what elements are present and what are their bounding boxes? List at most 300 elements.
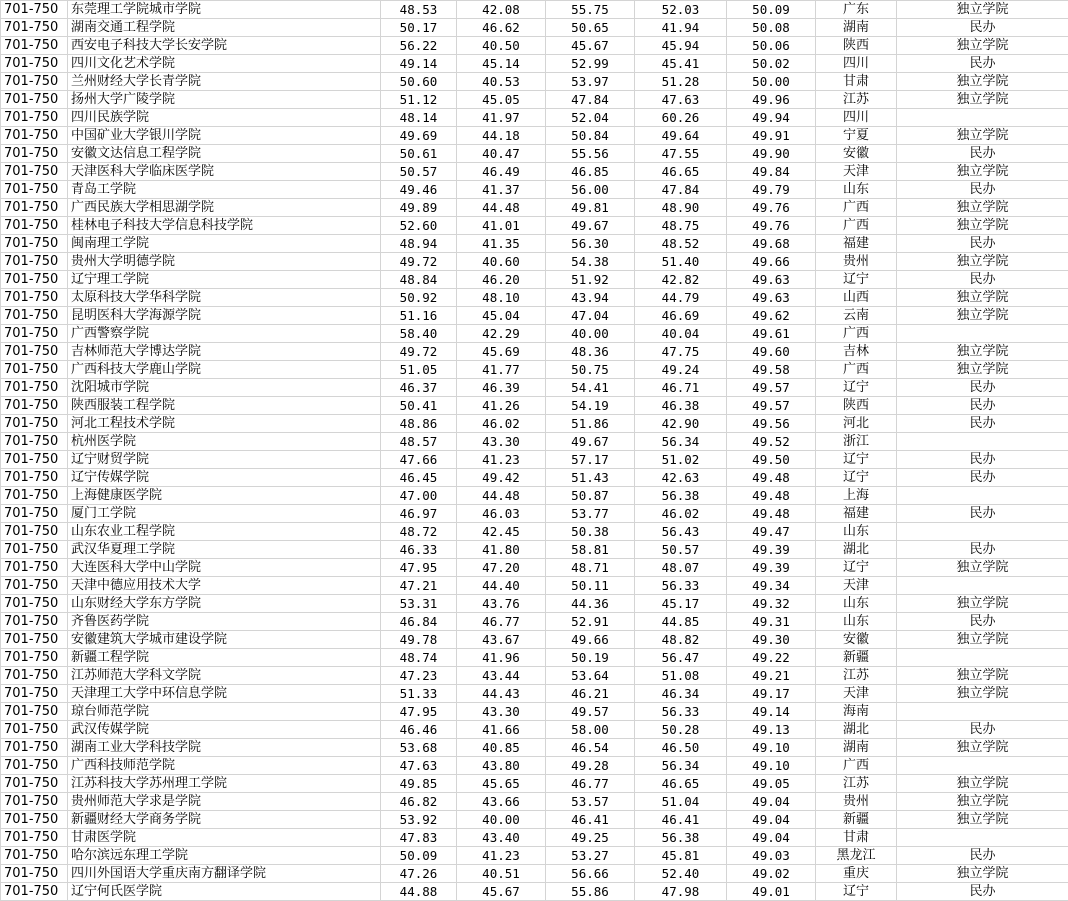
school-type-cell[interactable]: 民办: [897, 55, 1068, 73]
score-3-cell[interactable]: 53.97: [546, 73, 635, 91]
score-3-cell[interactable]: 47.04: [546, 307, 635, 325]
total-score-cell[interactable]: 50.08: [727, 19, 816, 37]
score-4-cell[interactable]: 48.07: [635, 559, 727, 577]
school-type-cell[interactable]: [897, 433, 1068, 451]
score-3-cell[interactable]: 49.28: [546, 757, 635, 775]
score-2-cell[interactable]: 41.35: [457, 235, 546, 253]
school-type-cell[interactable]: 民办: [897, 235, 1068, 253]
school-type-cell[interactable]: [897, 325, 1068, 343]
province-cell[interactable]: 湖南: [816, 739, 897, 757]
school-type-cell[interactable]: 民办: [897, 451, 1068, 469]
school-name-cell[interactable]: 闽南理工学院: [68, 235, 381, 253]
score-4-cell[interactable]: 42.63: [635, 469, 727, 487]
score-2-cell[interactable]: 41.23: [457, 451, 546, 469]
school-name-cell[interactable]: 辽宁财贸学院: [68, 451, 381, 469]
rank-cell[interactable]: 701-750: [1, 55, 68, 73]
score-3-cell[interactable]: 54.41: [546, 379, 635, 397]
total-score-cell[interactable]: 49.47: [727, 523, 816, 541]
score-4-cell[interactable]: 56.33: [635, 703, 727, 721]
rank-cell[interactable]: 701-750: [1, 865, 68, 883]
province-cell[interactable]: 海南: [816, 703, 897, 721]
total-score-cell[interactable]: 49.96: [727, 91, 816, 109]
school-type-cell[interactable]: [897, 109, 1068, 127]
score-2-cell[interactable]: 40.00: [457, 811, 546, 829]
rank-cell[interactable]: 701-750: [1, 433, 68, 451]
rank-cell[interactable]: 701-750: [1, 109, 68, 127]
school-type-cell[interactable]: [897, 703, 1068, 721]
score-1-cell[interactable]: 50.17: [381, 19, 457, 37]
score-1-cell[interactable]: 47.00: [381, 487, 457, 505]
score-1-cell[interactable]: 52.60: [381, 217, 457, 235]
score-2-cell[interactable]: 43.66: [457, 793, 546, 811]
score-3-cell[interactable]: 49.57: [546, 703, 635, 721]
score-2-cell[interactable]: 41.66: [457, 721, 546, 739]
rank-cell[interactable]: 701-750: [1, 595, 68, 613]
score-2-cell[interactable]: 41.97: [457, 109, 546, 127]
school-type-cell[interactable]: 独立学院: [897, 217, 1068, 235]
score-3-cell[interactable]: 58.00: [546, 721, 635, 739]
rank-cell[interactable]: 701-750: [1, 811, 68, 829]
rank-cell[interactable]: 701-750: [1, 289, 68, 307]
score-4-cell[interactable]: 40.04: [635, 325, 727, 343]
score-4-cell[interactable]: 47.75: [635, 343, 727, 361]
score-4-cell[interactable]: 46.38: [635, 397, 727, 415]
school-name-cell[interactable]: 扬州大学广陵学院: [68, 91, 381, 109]
school-name-cell[interactable]: 天津中德应用技术大学: [68, 577, 381, 595]
province-cell[interactable]: 新疆: [816, 649, 897, 667]
province-cell[interactable]: 辽宁: [816, 271, 897, 289]
score-1-cell[interactable]: 51.05: [381, 361, 457, 379]
score-2-cell[interactable]: 45.04: [457, 307, 546, 325]
score-3-cell[interactable]: 53.64: [546, 667, 635, 685]
score-1-cell[interactable]: 51.12: [381, 91, 457, 109]
score-1-cell[interactable]: 46.45: [381, 469, 457, 487]
score-3-cell[interactable]: 49.25: [546, 829, 635, 847]
score-2-cell[interactable]: 40.51: [457, 865, 546, 883]
school-name-cell[interactable]: 贵州师范大学求是学院: [68, 793, 381, 811]
school-name-cell[interactable]: 兰州财经大学长青学院: [68, 73, 381, 91]
school-type-cell[interactable]: 独立学院: [897, 775, 1068, 793]
province-cell[interactable]: 陕西: [816, 37, 897, 55]
score-3-cell[interactable]: 56.30: [546, 235, 635, 253]
score-4-cell[interactable]: 48.90: [635, 199, 727, 217]
province-cell[interactable]: 河北: [816, 415, 897, 433]
score-3-cell[interactable]: 50.87: [546, 487, 635, 505]
score-4-cell[interactable]: 45.41: [635, 55, 727, 73]
school-type-cell[interactable]: 独立学院: [897, 631, 1068, 649]
score-3-cell[interactable]: 57.17: [546, 451, 635, 469]
score-4-cell[interactable]: 56.38: [635, 829, 727, 847]
score-3-cell[interactable]: 55.86: [546, 883, 635, 901]
school-type-cell[interactable]: 独立学院: [897, 667, 1068, 685]
score-4-cell[interactable]: 48.52: [635, 235, 727, 253]
score-2-cell[interactable]: 46.02: [457, 415, 546, 433]
school-type-cell[interactable]: 独立学院: [897, 307, 1068, 325]
school-name-cell[interactable]: 甘肃医学院: [68, 829, 381, 847]
score-1-cell[interactable]: 53.31: [381, 595, 457, 613]
score-2-cell[interactable]: 44.43: [457, 685, 546, 703]
score-2-cell[interactable]: 44.18: [457, 127, 546, 145]
total-score-cell[interactable]: 49.01: [727, 883, 816, 901]
score-1-cell[interactable]: 47.21: [381, 577, 457, 595]
rank-cell[interactable]: 701-750: [1, 613, 68, 631]
school-type-cell[interactable]: 独立学院: [897, 793, 1068, 811]
school-name-cell[interactable]: 厦门工学院: [68, 505, 381, 523]
school-name-cell[interactable]: 安徽文达信息工程学院: [68, 145, 381, 163]
rank-cell[interactable]: 701-750: [1, 703, 68, 721]
school-name-cell[interactable]: 湖南交通工程学院: [68, 19, 381, 37]
school-name-cell[interactable]: 广西民族大学相思湖学院: [68, 199, 381, 217]
province-cell[interactable]: 新疆: [816, 811, 897, 829]
score-3-cell[interactable]: 40.00: [546, 325, 635, 343]
score-4-cell[interactable]: 47.63: [635, 91, 727, 109]
province-cell[interactable]: 湖北: [816, 541, 897, 559]
score-2-cell[interactable]: 42.45: [457, 523, 546, 541]
score-3-cell[interactable]: 52.99: [546, 55, 635, 73]
score-4-cell[interactable]: 51.40: [635, 253, 727, 271]
score-3-cell[interactable]: 50.75: [546, 361, 635, 379]
score-3-cell[interactable]: 46.41: [546, 811, 635, 829]
score-2-cell[interactable]: 47.20: [457, 559, 546, 577]
score-2-cell[interactable]: 44.48: [457, 487, 546, 505]
rank-cell[interactable]: 701-750: [1, 793, 68, 811]
total-score-cell[interactable]: 49.04: [727, 811, 816, 829]
score-2-cell[interactable]: 41.01: [457, 217, 546, 235]
total-score-cell[interactable]: 49.63: [727, 289, 816, 307]
school-name-cell[interactable]: 太原科技大学华科学院: [68, 289, 381, 307]
province-cell[interactable]: 广西: [816, 217, 897, 235]
rank-cell[interactable]: 701-750: [1, 883, 68, 901]
school-type-cell[interactable]: 民办: [897, 541, 1068, 559]
score-3-cell[interactable]: 52.91: [546, 613, 635, 631]
school-type-cell[interactable]: 独立学院: [897, 865, 1068, 883]
school-type-cell[interactable]: 民办: [897, 721, 1068, 739]
score-2-cell[interactable]: 40.85: [457, 739, 546, 757]
rank-cell[interactable]: 701-750: [1, 271, 68, 289]
score-3-cell[interactable]: 47.84: [546, 91, 635, 109]
school-name-cell[interactable]: 山东农业工程学院: [68, 523, 381, 541]
school-name-cell[interactable]: 哈尔滨远东理工学院: [68, 847, 381, 865]
province-cell[interactable]: 辽宁: [816, 469, 897, 487]
school-name-cell[interactable]: 天津理工大学中环信息学院: [68, 685, 381, 703]
school-type-cell[interactable]: 独立学院: [897, 361, 1068, 379]
rank-cell[interactable]: 701-750: [1, 505, 68, 523]
rank-cell[interactable]: 701-750: [1, 721, 68, 739]
score-2-cell[interactable]: 43.40: [457, 829, 546, 847]
rank-cell[interactable]: 701-750: [1, 559, 68, 577]
school-type-cell[interactable]: 民办: [897, 397, 1068, 415]
school-name-cell[interactable]: 广西科技大学鹿山学院: [68, 361, 381, 379]
score-4-cell[interactable]: 42.82: [635, 271, 727, 289]
rank-cell[interactable]: 701-750: [1, 523, 68, 541]
school-name-cell[interactable]: 沈阳城市学院: [68, 379, 381, 397]
rank-cell[interactable]: 701-750: [1, 739, 68, 757]
province-cell[interactable]: 江苏: [816, 667, 897, 685]
score-4-cell[interactable]: 49.64: [635, 127, 727, 145]
school-type-cell[interactable]: 民办: [897, 271, 1068, 289]
school-name-cell[interactable]: 四川外国语大学重庆南方翻译学院: [68, 865, 381, 883]
province-cell[interactable]: 四川: [816, 109, 897, 127]
province-cell[interactable]: 山西: [816, 289, 897, 307]
total-score-cell[interactable]: 49.57: [727, 397, 816, 415]
school-name-cell[interactable]: 广西科技师范学院: [68, 757, 381, 775]
total-score-cell[interactable]: 49.84: [727, 163, 816, 181]
score-4-cell[interactable]: 41.94: [635, 19, 727, 37]
score-4-cell[interactable]: 46.50: [635, 739, 727, 757]
total-score-cell[interactable]: 49.58: [727, 361, 816, 379]
score-3-cell[interactable]: 50.38: [546, 523, 635, 541]
score-2-cell[interactable]: 41.37: [457, 181, 546, 199]
rank-cell[interactable]: 701-750: [1, 829, 68, 847]
school-name-cell[interactable]: 青岛工学院: [68, 181, 381, 199]
school-name-cell[interactable]: 桂林电子科技大学信息科技学院: [68, 217, 381, 235]
total-score-cell[interactable]: 49.56: [727, 415, 816, 433]
score-1-cell[interactable]: 47.83: [381, 829, 457, 847]
score-3-cell[interactable]: 50.84: [546, 127, 635, 145]
score-4-cell[interactable]: 51.02: [635, 451, 727, 469]
school-name-cell[interactable]: 武汉传媒学院: [68, 721, 381, 739]
school-type-cell[interactable]: 民办: [897, 379, 1068, 397]
score-3-cell[interactable]: 50.65: [546, 19, 635, 37]
rank-cell[interactable]: 701-750: [1, 361, 68, 379]
score-2-cell[interactable]: 46.20: [457, 271, 546, 289]
score-1-cell[interactable]: 51.33: [381, 685, 457, 703]
school-type-cell[interactable]: 独立学院: [897, 253, 1068, 271]
school-type-cell[interactable]: [897, 829, 1068, 847]
school-name-cell[interactable]: 齐鲁医药学院: [68, 613, 381, 631]
score-2-cell[interactable]: 46.49: [457, 163, 546, 181]
score-1-cell[interactable]: 48.53: [381, 1, 457, 19]
total-score-cell[interactable]: 49.63: [727, 271, 816, 289]
score-3-cell[interactable]: 49.67: [546, 217, 635, 235]
score-2-cell[interactable]: 42.29: [457, 325, 546, 343]
score-2-cell[interactable]: 43.76: [457, 595, 546, 613]
score-4-cell[interactable]: 46.34: [635, 685, 727, 703]
province-cell[interactable]: 广西: [816, 361, 897, 379]
school-type-cell[interactable]: 独立学院: [897, 73, 1068, 91]
score-4-cell[interactable]: 44.85: [635, 613, 727, 631]
school-name-cell[interactable]: 辽宁传媒学院: [68, 469, 381, 487]
score-1-cell[interactable]: 48.57: [381, 433, 457, 451]
total-score-cell[interactable]: 49.30: [727, 631, 816, 649]
total-score-cell[interactable]: 49.31: [727, 613, 816, 631]
total-score-cell[interactable]: 49.39: [727, 559, 816, 577]
school-name-cell[interactable]: 广西警察学院: [68, 325, 381, 343]
school-name-cell[interactable]: 江苏师范大学科文学院: [68, 667, 381, 685]
score-1-cell[interactable]: 49.46: [381, 181, 457, 199]
province-cell[interactable]: 广东: [816, 1, 897, 19]
total-score-cell[interactable]: 49.90: [727, 145, 816, 163]
score-2-cell[interactable]: 49.42: [457, 469, 546, 487]
score-1-cell[interactable]: 47.23: [381, 667, 457, 685]
score-2-cell[interactable]: 43.30: [457, 433, 546, 451]
rank-cell[interactable]: 701-750: [1, 325, 68, 343]
score-3-cell[interactable]: 52.04: [546, 109, 635, 127]
score-3-cell[interactable]: 46.21: [546, 685, 635, 703]
province-cell[interactable]: 福建: [816, 235, 897, 253]
school-type-cell[interactable]: [897, 649, 1068, 667]
score-4-cell[interactable]: 47.84: [635, 181, 727, 199]
score-3-cell[interactable]: 48.71: [546, 559, 635, 577]
total-score-cell[interactable]: 49.04: [727, 829, 816, 847]
score-4-cell[interactable]: 46.65: [635, 163, 727, 181]
school-name-cell[interactable]: 新疆财经大学商务学院: [68, 811, 381, 829]
score-4-cell[interactable]: 45.17: [635, 595, 727, 613]
score-2-cell[interactable]: 45.65: [457, 775, 546, 793]
score-3-cell[interactable]: 43.94: [546, 289, 635, 307]
score-2-cell[interactable]: 45.69: [457, 343, 546, 361]
school-type-cell[interactable]: 民办: [897, 181, 1068, 199]
province-cell[interactable]: 辽宁: [816, 379, 897, 397]
rank-cell[interactable]: 701-750: [1, 163, 68, 181]
school-type-cell[interactable]: 民办: [897, 847, 1068, 865]
school-name-cell[interactable]: 辽宁何氏医学院: [68, 883, 381, 901]
score-3-cell[interactable]: 49.81: [546, 199, 635, 217]
rank-cell[interactable]: 701-750: [1, 307, 68, 325]
rank-cell[interactable]: 701-750: [1, 667, 68, 685]
total-score-cell[interactable]: 49.91: [727, 127, 816, 145]
rank-cell[interactable]: 701-750: [1, 343, 68, 361]
rank-cell[interactable]: 701-750: [1, 847, 68, 865]
school-type-cell[interactable]: 民办: [897, 415, 1068, 433]
score-1-cell[interactable]: 47.95: [381, 703, 457, 721]
school-type-cell[interactable]: 独立学院: [897, 289, 1068, 307]
school-name-cell[interactable]: 天津医科大学临床医学院: [68, 163, 381, 181]
total-score-cell[interactable]: 49.04: [727, 793, 816, 811]
score-3-cell[interactable]: 46.54: [546, 739, 635, 757]
school-name-cell[interactable]: 昆明医科大学海源学院: [68, 307, 381, 325]
score-4-cell[interactable]: 56.34: [635, 757, 727, 775]
score-4-cell[interactable]: 45.81: [635, 847, 727, 865]
province-cell[interactable]: 贵州: [816, 793, 897, 811]
province-cell[interactable]: 云南: [816, 307, 897, 325]
school-name-cell[interactable]: 西安电子科技大学长安学院: [68, 37, 381, 55]
school-type-cell[interactable]: 民办: [897, 883, 1068, 901]
total-score-cell[interactable]: 49.02: [727, 865, 816, 883]
total-score-cell[interactable]: 49.52: [727, 433, 816, 451]
score-4-cell[interactable]: 51.28: [635, 73, 727, 91]
total-score-cell[interactable]: 49.62: [727, 307, 816, 325]
province-cell[interactable]: 甘肃: [816, 73, 897, 91]
score-4-cell[interactable]: 48.82: [635, 631, 727, 649]
score-3-cell[interactable]: 51.92: [546, 271, 635, 289]
score-3-cell[interactable]: 56.66: [546, 865, 635, 883]
score-3-cell[interactable]: 55.75: [546, 1, 635, 19]
score-4-cell[interactable]: 56.33: [635, 577, 727, 595]
rank-cell[interactable]: 701-750: [1, 1, 68, 19]
score-3-cell[interactable]: 45.67: [546, 37, 635, 55]
score-3-cell[interactable]: 58.81: [546, 541, 635, 559]
score-4-cell[interactable]: 46.41: [635, 811, 727, 829]
score-3-cell[interactable]: 46.85: [546, 163, 635, 181]
school-name-cell[interactable]: 陕西服装工程学院: [68, 397, 381, 415]
score-4-cell[interactable]: 49.24: [635, 361, 727, 379]
rank-cell[interactable]: 701-750: [1, 451, 68, 469]
rank-cell[interactable]: 701-750: [1, 19, 68, 37]
school-type-cell[interactable]: 独立学院: [897, 37, 1068, 55]
score-1-cell[interactable]: 50.92: [381, 289, 457, 307]
score-1-cell[interactable]: 49.78: [381, 631, 457, 649]
school-type-cell[interactable]: 民办: [897, 613, 1068, 631]
province-cell[interactable]: 辽宁: [816, 883, 897, 901]
score-4-cell[interactable]: 52.03: [635, 1, 727, 19]
rank-cell[interactable]: 701-750: [1, 577, 68, 595]
score-1-cell[interactable]: 49.72: [381, 253, 457, 271]
rank-cell[interactable]: 701-750: [1, 541, 68, 559]
school-name-cell[interactable]: 江苏科技大学苏州理工学院: [68, 775, 381, 793]
score-4-cell[interactable]: 46.02: [635, 505, 727, 523]
school-type-cell[interactable]: 民办: [897, 505, 1068, 523]
total-score-cell[interactable]: 49.10: [727, 757, 816, 775]
score-4-cell[interactable]: 52.40: [635, 865, 727, 883]
score-1-cell[interactable]: 47.26: [381, 865, 457, 883]
province-cell[interactable]: 天津: [816, 685, 897, 703]
score-3-cell[interactable]: 44.36: [546, 595, 635, 613]
rank-cell[interactable]: 701-750: [1, 235, 68, 253]
province-cell[interactable]: 广西: [816, 757, 897, 775]
score-1-cell[interactable]: 50.57: [381, 163, 457, 181]
total-score-cell[interactable]: 50.00: [727, 73, 816, 91]
score-2-cell[interactable]: 45.14: [457, 55, 546, 73]
score-1-cell[interactable]: 50.60: [381, 73, 457, 91]
total-score-cell[interactable]: 49.48: [727, 469, 816, 487]
school-name-cell[interactable]: 武汉华夏理工学院: [68, 541, 381, 559]
score-2-cell[interactable]: 41.23: [457, 847, 546, 865]
score-3-cell[interactable]: 54.38: [546, 253, 635, 271]
score-1-cell[interactable]: 49.14: [381, 55, 457, 73]
score-2-cell[interactable]: 41.80: [457, 541, 546, 559]
school-name-cell[interactable]: 吉林师范大学博达学院: [68, 343, 381, 361]
school-type-cell[interactable]: [897, 523, 1068, 541]
score-3-cell[interactable]: 51.43: [546, 469, 635, 487]
province-cell[interactable]: 吉林: [816, 343, 897, 361]
score-1-cell[interactable]: 46.84: [381, 613, 457, 631]
total-score-cell[interactable]: 49.94: [727, 109, 816, 127]
rank-cell[interactable]: 701-750: [1, 145, 68, 163]
school-name-cell[interactable]: 杭州医学院: [68, 433, 381, 451]
score-1-cell[interactable]: 51.16: [381, 307, 457, 325]
rank-cell[interactable]: 701-750: [1, 379, 68, 397]
score-2-cell[interactable]: 42.08: [457, 1, 546, 19]
total-score-cell[interactable]: 50.06: [727, 37, 816, 55]
province-cell[interactable]: 黑龙江: [816, 847, 897, 865]
score-4-cell[interactable]: 50.57: [635, 541, 727, 559]
score-1-cell[interactable]: 46.97: [381, 505, 457, 523]
score-4-cell[interactable]: 47.55: [635, 145, 727, 163]
province-cell[interactable]: 江苏: [816, 775, 897, 793]
score-4-cell[interactable]: 42.90: [635, 415, 727, 433]
score-1-cell[interactable]: 49.72: [381, 343, 457, 361]
total-score-cell[interactable]: 49.68: [727, 235, 816, 253]
score-1-cell[interactable]: 49.69: [381, 127, 457, 145]
school-type-cell[interactable]: 民办: [897, 469, 1068, 487]
total-score-cell[interactable]: 49.39: [727, 541, 816, 559]
score-2-cell[interactable]: 44.48: [457, 199, 546, 217]
total-score-cell[interactable]: 49.32: [727, 595, 816, 613]
score-4-cell[interactable]: 47.98: [635, 883, 727, 901]
score-1-cell[interactable]: 46.82: [381, 793, 457, 811]
school-name-cell[interactable]: 新疆工程学院: [68, 649, 381, 667]
score-3-cell[interactable]: 48.36: [546, 343, 635, 361]
province-cell[interactable]: 上海: [816, 487, 897, 505]
total-score-cell[interactable]: 49.21: [727, 667, 816, 685]
school-type-cell[interactable]: 独立学院: [897, 199, 1068, 217]
score-3-cell[interactable]: 51.86: [546, 415, 635, 433]
score-4-cell[interactable]: 56.47: [635, 649, 727, 667]
total-score-cell[interactable]: 49.14: [727, 703, 816, 721]
school-name-cell[interactable]: 安徽建筑大学城市建设学院: [68, 631, 381, 649]
school-type-cell[interactable]: 独立学院: [897, 163, 1068, 181]
